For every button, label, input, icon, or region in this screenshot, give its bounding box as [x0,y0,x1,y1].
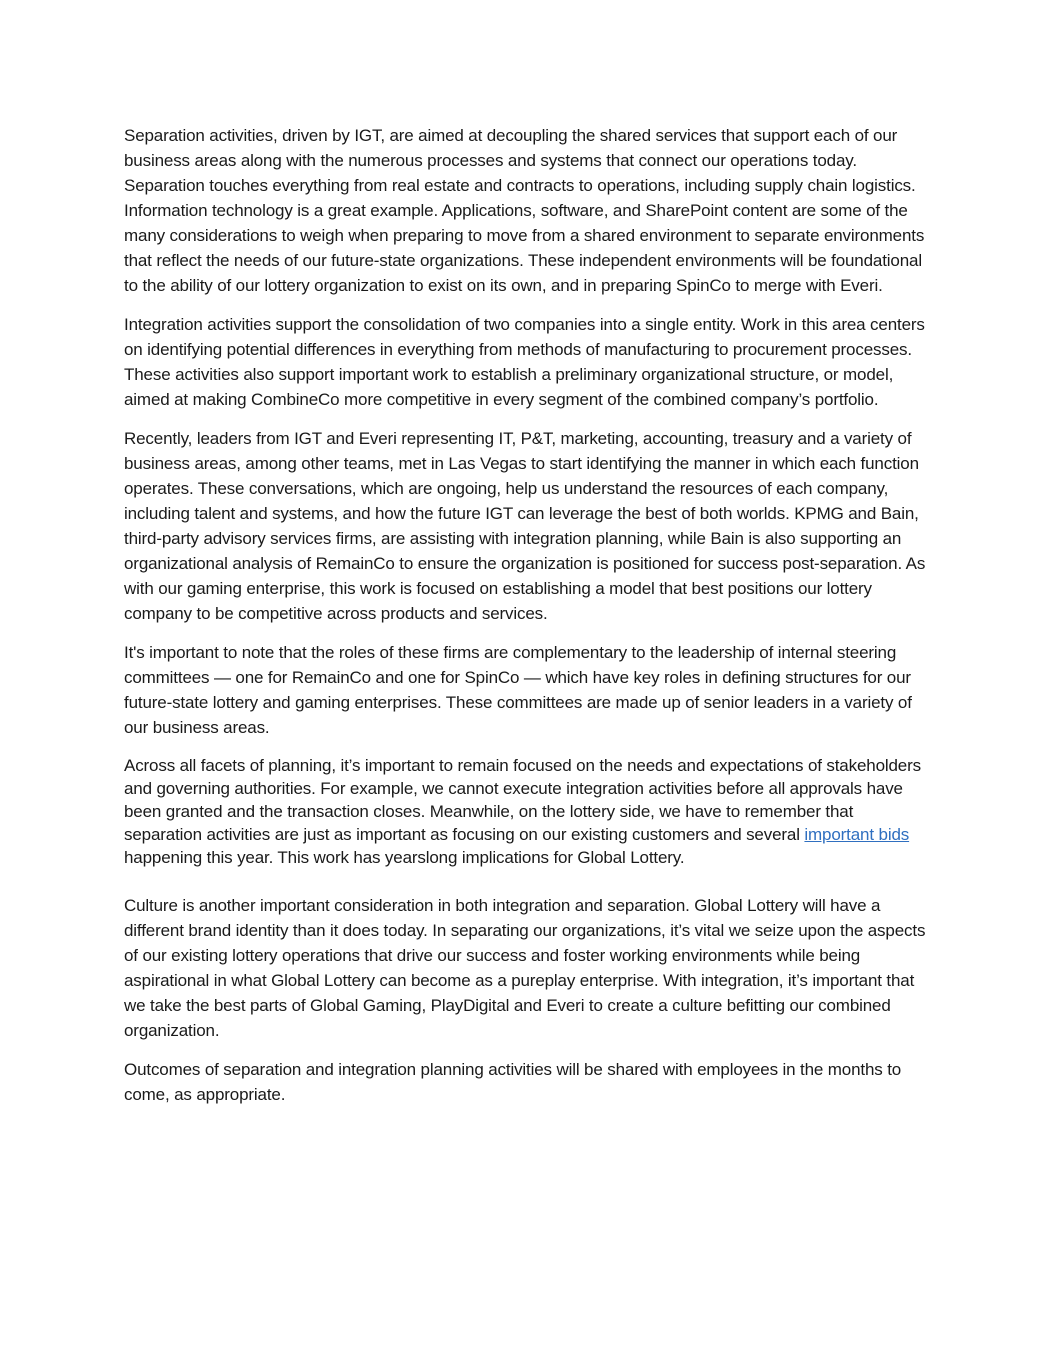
paragraph-stakeholders-text-end: happening this year. This work has yearslong implications for Global Lottery. [124,848,685,867]
paragraph-culture: Culture is another important consideration in both integration and separation. Global Lottery will have a different brand identity than it does today. In separating our organizations, it’s vital we seize upon the aspects of our existing lottery operations that drive our success and foster working environments while being aspirational in what Global Lottery can become as a pureplay enterprise. With integration, it’s important that we take the best parts of Global Gaming, PlayDigital and Everi to create a culture befitting our combined organization. [124,896,926,1040]
paragraph-leaders-meeting: Recently, leaders from IGT and Everi representing IT, P&T, marketing, accounting, treasury and a variety of business areas, among other teams, met in Las Vegas to start identifying the manner in which each function operates. These conversations, which are ongoing, help us understand the resources of each company, including talent and systems, and how the future IGT can leverage the best of both worlds. KPMG and Bain, third-party advisory services firms, are assisting with integration planning, while Bain is also supporting an organizational analysis of RemainCo to ensure the organization is positioned for success post-separation. As with our gaming enterprise, this work is focused on establishing a model that best positions our lottery company to be competitive across products and services. [124,429,926,623]
paragraph-stakeholders [124,754,934,869]
paragraph-stakeholders-text-start: Across all facets of planning, it’s important to remain focused on the needs and expectations of stakeholders and governing authorities. For example, we cannot execute integration activities before all approvals have been granted and the transaction closes. Meanwhile, on the lottery side, we have to remember that separation activities are just as important as focusing on our existing customers and several [124,756,921,844]
paragraph-outcomes: Outcomes of separation and integration planning activities will be shared with employees in the months to come, as appropriate. [124,1060,902,1104]
paragraph-separation: Separation activities, driven by IGT, are aimed at decoupling the shared services that support each of our business areas along with the numerous processes and systems that connect our operations today. Separation touches everything from real estate and contracts to operations, including supply chain logistics. Information technology is a great example. Applications, software, and SharePoint content are some of the many considerations to weigh when preparing to move from a shared environment to separate environments that reflect the needs of our future-state organizations. These independent environments will be foundational to the ability of our lottery organization to exist on its own, and in preparing SpinCo to merge with Everi. [124,126,925,295]
important-bids-link[interactable]: important bids [804,825,910,844]
paragraph-steering-committees: It's important to note that the roles of these firms are complementary to the leadership of internal steering committees — one for RemainCo and one for SpinCo — which have key roles in defining structures for our future-state lottery and gaming enterprises. These committees are made up of senior leaders in a variety of our business areas. [124,643,912,737]
document-body [124,123,934,1121]
paragraph-integration: Integration activities support the consolidation of two companies into a single entity. Work in this area centers on identifying potential differences in everything from methods of manufacturing to procurement processes. These activities also support important work to establish a preliminary organizational structure, or model, aimed at making CombineCo more competitive in every segment of the combined company’s portfolio. [124,315,925,409]
